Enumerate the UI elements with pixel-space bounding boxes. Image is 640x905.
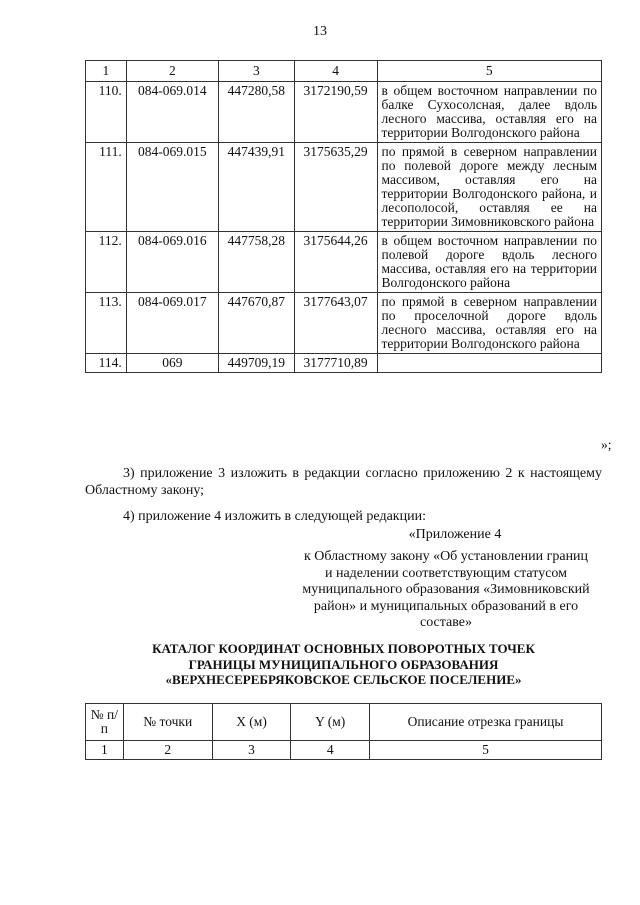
closing-quote: »;: [601, 437, 612, 452]
col-number-4: 4: [294, 61, 377, 82]
table-row: [86, 354, 602, 373]
segment-description: в общем восточном направлении по балке Сухосолсная, далее вдоль лесного массива, оставляя его на территории Волгодонского района: [377, 82, 602, 143]
appendix-reference: к Областному закону «Об установлении границ и наделении соответствующим статусом муниципального образования «Зимовниковский район» и муниципальных образований в его составе»: [302, 549, 590, 630]
header-description: Описание отрезка границы: [370, 704, 602, 741]
table-header-row: [86, 61, 602, 82]
header-x: X (м): [212, 704, 291, 741]
col-number-2: 2: [126, 61, 218, 82]
catalog-heading: [85, 641, 602, 688]
row-number: 114.: [86, 354, 127, 373]
segment-description: в общем восточном направлении по полевой дороге вдоль лесного массива, оставляя его на территории Волгодонского района: [377, 232, 602, 293]
table-row: [86, 232, 602, 293]
y-coordinate: 3172190,59: [294, 82, 377, 143]
segment-description: по прямой в северном направлении по проселочной дороге вдоль лесного массива, оставляя его на территории Волгодонского района: [377, 293, 602, 354]
col-number-3: 3: [212, 741, 291, 760]
header-y: Y (м): [291, 704, 370, 741]
catalog-heading-line: ГРАНИЦЫ МУНИЦИПАЛЬНОГО ОБРАЗОВАНИЯ: [188, 656, 499, 672]
point-id: 084-069.014: [126, 82, 218, 143]
point-id: 069: [126, 354, 218, 373]
point-id: 084-069.017: [126, 293, 218, 354]
col-number-3: 3: [218, 61, 294, 82]
row-number: 111.: [86, 143, 127, 232]
x-coordinate: 447670,87: [218, 293, 294, 354]
col-number-5: 5: [370, 741, 602, 760]
header-row-number: № п/п: [86, 704, 124, 741]
col-number-1: 1: [86, 61, 127, 82]
table-row: [86, 143, 602, 232]
y-coordinate: 3177710,89: [294, 354, 377, 373]
coordinates-catalog-table: [85, 703, 602, 760]
y-coordinate: 3175635,29: [294, 143, 377, 232]
table-row: [86, 293, 602, 354]
coordinates-table-continued: [85, 60, 602, 373]
catalog-heading-line: «ВЕРХНЕСЕРЕБРЯКОВСКОЕ СЕЛЬСКОЕ ПОСЕЛЕНИЕ»: [165, 672, 522, 687]
segment-description: по прямой в северном направлении по полевой дороге между лесным массивом, оставляя его на территории Волгодонского района, и лесополосой, оставляя ее на территории Зимовниковского района: [377, 143, 602, 232]
segment-description: [377, 354, 602, 373]
header-point-number: № точки: [123, 704, 212, 741]
y-coordinate: 3175644,26: [294, 232, 377, 293]
row-number: 112.: [86, 232, 127, 293]
point-id: 084-069.016: [126, 232, 218, 293]
x-coordinate: 447439,91: [218, 143, 294, 232]
paragraph-item-3: 3) приложение 3 изложить в редакции согласно приложению 2 к настоящему Областному закону;: [85, 466, 602, 498]
row-number: 113.: [86, 293, 127, 354]
column-numbers-row: [86, 741, 602, 760]
table-header-row: [86, 704, 602, 741]
x-coordinate: 447280,58: [218, 82, 294, 143]
table-row: [86, 82, 602, 143]
x-coordinate: 449709,19: [218, 354, 294, 373]
x-coordinate: 447758,28: [218, 232, 294, 293]
col-number-4: 4: [291, 741, 370, 760]
catalog-heading-line: КАТАЛОГ КООРДИНАТ ОСНОВНЫХ ПОВОРОТНЫХ ТОЧЕК: [152, 641, 535, 656]
point-id: 084-069.015: [126, 143, 218, 232]
row-number: 110.: [86, 82, 127, 143]
appendix-title: «Приложение 4: [408, 527, 502, 542]
col-number-1: 1: [86, 741, 124, 760]
col-number-2: 2: [123, 741, 212, 760]
col-number-5: 5: [377, 61, 602, 82]
paragraph-item-4: 4) приложение 4 изложить в следующей редакции:: [123, 509, 426, 524]
y-coordinate: 3177643,07: [294, 293, 377, 354]
page-number: 13: [313, 24, 327, 39]
